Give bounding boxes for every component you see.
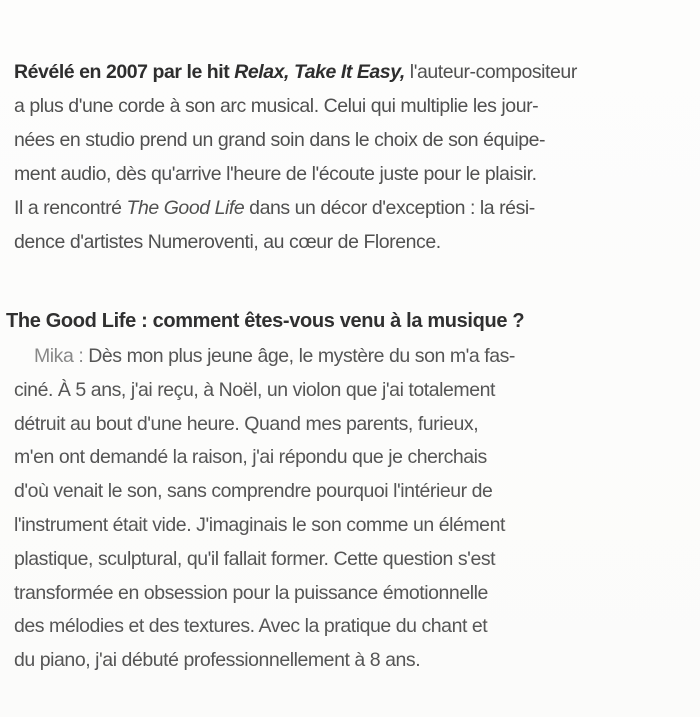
answer-line: des mélodies et des textures. Avec la pratique du chant et (14, 615, 488, 638)
answer-line: transformée en obsession pour la puissance émotionnelle (14, 581, 488, 604)
intro-paragraph (14, 55, 694, 259)
intro-lead (14, 61, 405, 83)
intro-line: ment audio, dès qu'arrive l'heure de l'écoute juste pour le plaisir. (14, 163, 537, 185)
answer-line: du piano, j'ai débuté professionnellement à 8 ans. (14, 649, 421, 672)
answer-line: l'instrument était vide. J'imaginais le son comme un élément (14, 513, 505, 536)
speaker-label: Mika : (34, 345, 89, 367)
intro-line (14, 55, 694, 89)
intro-line: dence d'artistes Numeroventi, au cœur de Florence. (14, 231, 441, 253)
intro-line (14, 191, 694, 225)
intro-line5-rest: dans un décor d'exception : la rési- (244, 197, 535, 219)
interview-answer (14, 340, 694, 678)
answer-line: plastique, sculptural, qu'il fallait former. Cette question s'est (14, 547, 496, 570)
answer-line: d'où venait le son, sans comprendre pourquoi l'intérieur de (14, 480, 493, 503)
interview-question: The Good Life : comment êtes-vous venu à la musique ? (6, 310, 525, 332)
intro-lead-text: Révélé en 2007 par le hit (14, 61, 235, 83)
answer-line-text: Dès mon plus jeune âge, le mystère du son m'a fas- (88, 345, 515, 367)
intro-line1-rest: l'auteur-compositeur (404, 61, 577, 83)
answer-line (14, 340, 694, 374)
answer-line: m'en ont demandé la raison, j'ai répondu que je cherchais (14, 446, 487, 469)
answer-line: détruit au bout d'une heure. Quand mes parents, furieux, (14, 412, 479, 435)
intro-line5-lead: Il a rencontré (14, 197, 127, 219)
intro-line: nées en studio prend un grand soin dans le choix de son équipe- (14, 129, 546, 151)
magazine-title: The Good Life (126, 197, 245, 219)
song-title: Relax, Take It Easy, (234, 61, 405, 83)
intro-line: a plus d'une corde à son arc musical. Celui qui multiplie les jour- (14, 95, 539, 117)
answer-line: ciné. À 5 ans, j'ai reçu, à Noël, un violon que j'ai totalement (14, 378, 495, 401)
